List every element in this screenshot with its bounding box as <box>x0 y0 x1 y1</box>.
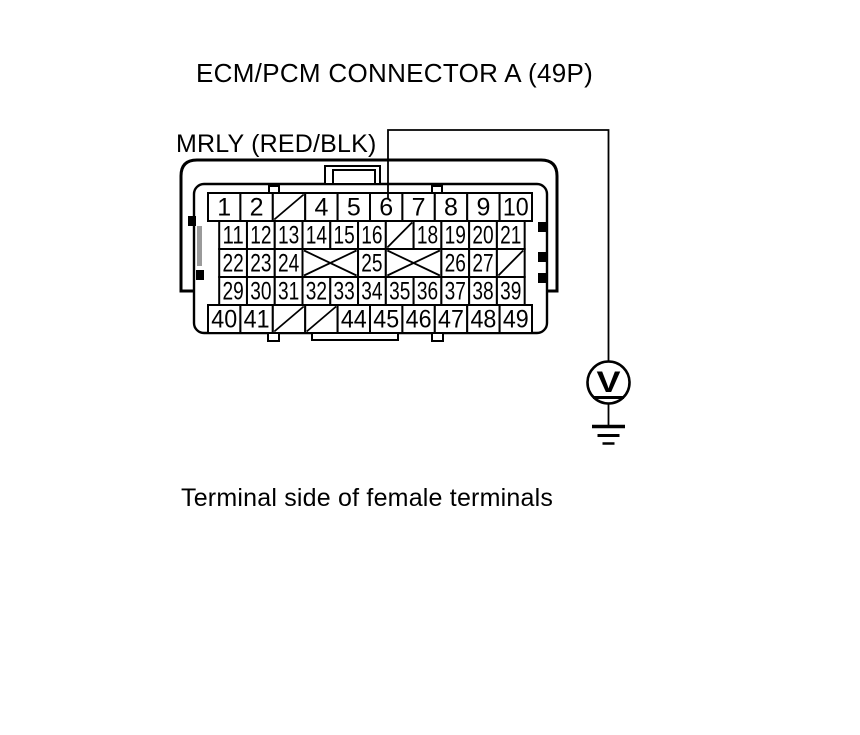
pin-number-4: 4 <box>314 193 329 222</box>
pin-number-2: 2 <box>249 193 264 222</box>
retention-clip-left-2 <box>196 270 204 280</box>
ground-icon <box>592 404 625 444</box>
pin-number-11: 11 <box>222 221 244 250</box>
voltmeter-icon <box>588 362 630 404</box>
diagram-title: ECM/PCM CONNECTOR A (49P) <box>196 58 594 88</box>
pin-number-22: 22 <box>222 249 244 278</box>
pin-number-23: 23 <box>250 249 272 278</box>
pin-number-46: 46 <box>405 305 432 334</box>
pin-number-29: 29 <box>222 277 244 306</box>
pin-number-33: 33 <box>333 277 355 306</box>
pin-number-27: 27 <box>472 249 494 278</box>
lock-tab-inner <box>333 170 375 184</box>
retention-clip-right-3 <box>538 273 546 283</box>
pin-number-7: 7 <box>411 193 426 222</box>
pin-number-39: 39 <box>500 277 522 306</box>
pin-number-1: 1 <box>217 193 232 222</box>
pin-number-18: 18 <box>416 221 439 250</box>
pin-number-41: 41 <box>243 305 270 334</box>
pin-number-30: 30 <box>250 277 272 306</box>
pin-number-15: 15 <box>333 221 355 250</box>
pin-number-48: 48 <box>470 305 497 334</box>
pin-number-25: 25 <box>361 249 383 278</box>
pin-number-13: 13 <box>277 221 300 250</box>
pin-number-36: 36 <box>416 277 439 306</box>
pin-number-20: 20 <box>472 221 494 250</box>
voltmeter-symbol: V <box>596 366 621 399</box>
pin-number-37: 37 <box>444 277 466 306</box>
pin-number-24: 24 <box>277 249 300 278</box>
pin-number-8: 8 <box>444 193 458 222</box>
pin-number-31: 31 <box>277 277 300 306</box>
retention-clip-left-1 <box>188 216 196 226</box>
pin-number-19: 19 <box>444 221 466 250</box>
pin-number-21: 21 <box>500 221 522 250</box>
pin-number-44: 44 <box>340 305 367 334</box>
pin-number-26: 26 <box>444 249 466 278</box>
retention-clip-right-2 <box>538 252 546 262</box>
pin-number-10: 10 <box>502 193 529 222</box>
terminal-caption: Terminal side of female terminals <box>181 484 554 512</box>
pin-number-5: 5 <box>346 193 361 222</box>
pin-number-35: 35 <box>389 277 411 306</box>
pin-number-6: 6 <box>379 193 394 222</box>
pin-number-40: 40 <box>211 305 238 334</box>
pin-number-49: 49 <box>502 305 529 334</box>
shell-shading <box>197 226 202 266</box>
pin-grid <box>208 193 532 334</box>
pin-number-12: 12 <box>250 221 272 250</box>
pin-number-9: 9 <box>476 193 491 222</box>
pin-number-38: 38 <box>472 277 494 306</box>
pin-number-16: 16 <box>361 221 383 250</box>
pin-number-32: 32 <box>305 277 328 306</box>
pin-number-47: 47 <box>438 305 464 334</box>
pin-number-14: 14 <box>305 221 328 250</box>
signal-wire-label: MRLY (RED/BLK) <box>176 130 377 158</box>
pin-number-45: 45 <box>373 305 400 334</box>
pin-number-34: 34 <box>361 277 383 306</box>
retention-clip-right-1 <box>538 222 546 232</box>
